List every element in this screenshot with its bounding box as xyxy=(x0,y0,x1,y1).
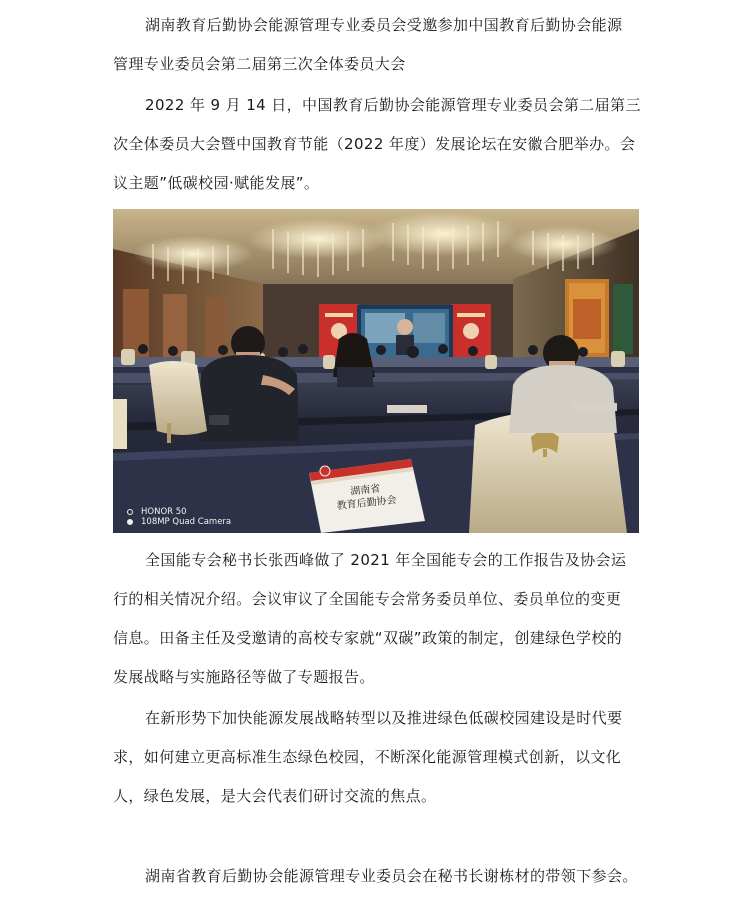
closing-line-1: 湖南省教育后勤协会能源管理专业委员会在秘书长谢栋材的带领下参会。 xyxy=(145,867,638,885)
article-title xyxy=(113,6,643,84)
focus-line-1: 在新形势下加快能源发展战略转型以及推进绿色低碳校园建设是时代要 xyxy=(145,709,623,727)
title-line-2: 管理专业委员会第二届第三次全体委员大会 xyxy=(113,55,406,73)
focus-line-3: 人，绿色发展，是大会代表们研讨交流的焦点。 xyxy=(113,787,437,805)
intro-line-2: 次全体委员大会暨中国教育节能（2022 年度）发展论坛在安徽合肥举办。会 xyxy=(113,135,636,153)
watermark-ring-icon xyxy=(127,509,133,515)
focus-line-2: 求，如何建立更高标准生态绿色校园，不断深化能源管理模式创新，以文化 xyxy=(113,748,622,766)
closing-paragraph xyxy=(113,857,643,896)
focus-paragraph xyxy=(113,699,643,816)
title-line-1: 湖南教育后勤协会能源管理专业委员会受邀参加中国教育后勤协会能源 xyxy=(145,16,623,34)
report-line-3: 信息。田备主任及受邀请的高校专家就“双碳”政策的制定，创建绿色学校的 xyxy=(113,629,623,647)
watermark-dot-icon xyxy=(127,519,133,525)
intro-line-3: 议主题”低碳校园·赋能发展”。 xyxy=(113,174,320,192)
report-paragraph xyxy=(113,541,643,697)
report-line-2: 行的相关情况介绍。会议审议了全国能专会常务委员单位、委员单位的变更 xyxy=(113,590,622,608)
report-line-4: 发展战略与实施路径等做了专题报告。 xyxy=(113,668,375,686)
watermark-brand-row: HONOR 50 xyxy=(127,507,231,517)
intro-paragraph xyxy=(113,86,643,203)
watermark-camera-row: 108MP Quad Camera xyxy=(127,517,231,527)
table-sign-text: 湖南省 教育后勤协会 xyxy=(336,483,398,513)
intro-line-1: 2022 年 9 月 14 日，中国教育后勤协会能源管理专业委员会第二届第三 xyxy=(145,96,641,114)
conference-photo xyxy=(113,209,639,533)
report-line-1: 全国能专会秘书长张西峰做了 2021 年全国能专会的工作报告及协会运 xyxy=(145,551,627,569)
camera-watermark xyxy=(127,507,231,527)
